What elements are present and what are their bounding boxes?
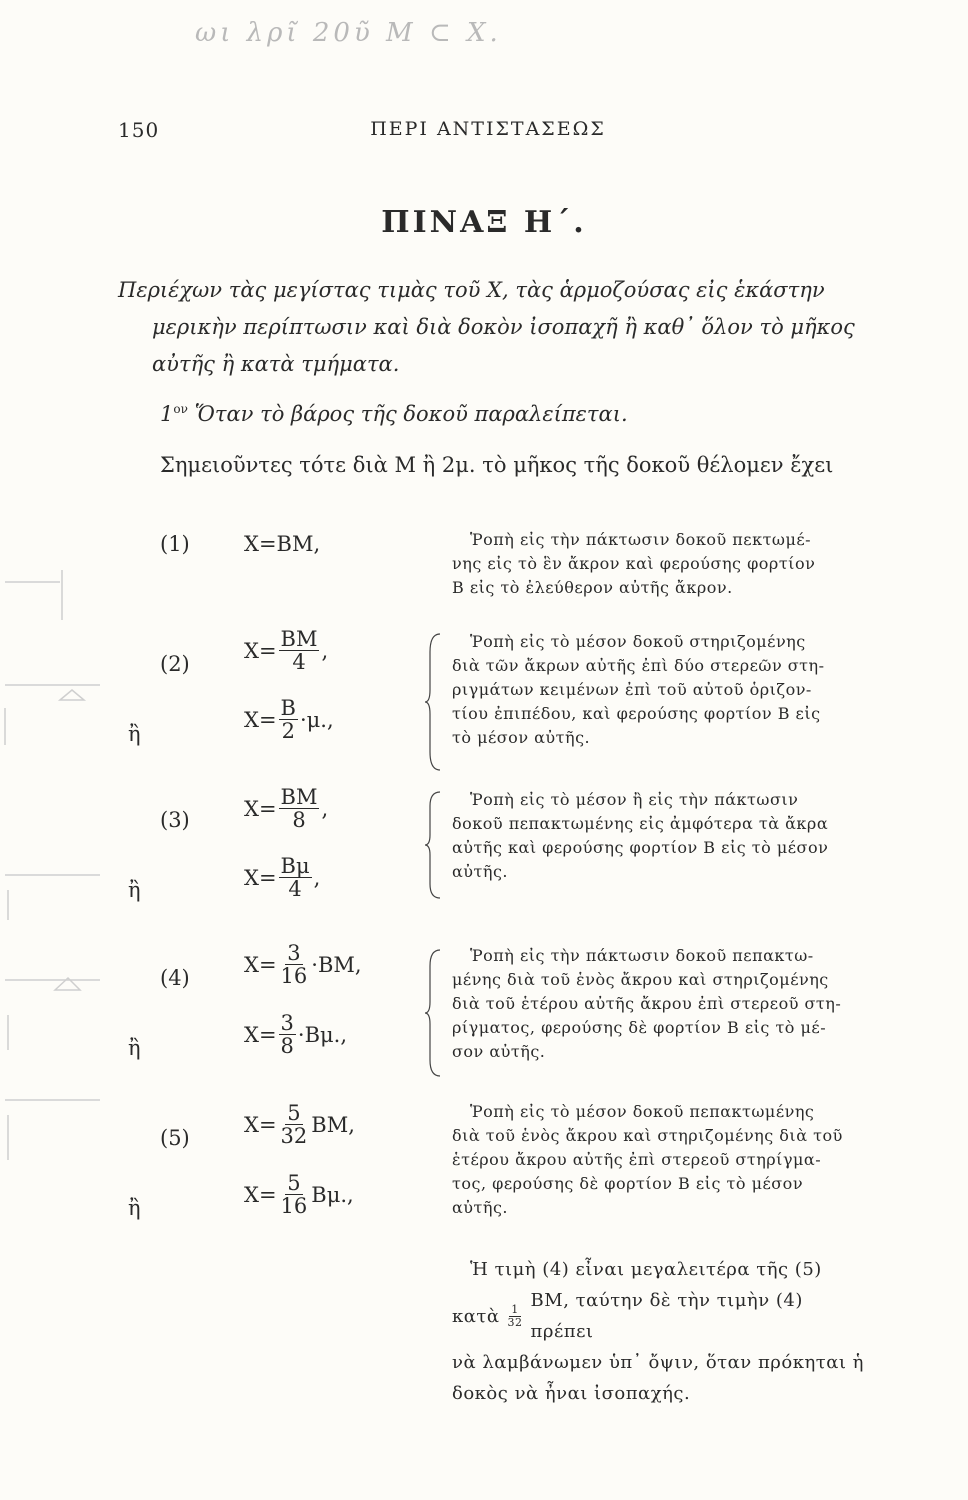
formula-tail: , bbox=[321, 796, 329, 821]
closing-note bbox=[452, 1254, 872, 1409]
numerator: B bbox=[280, 696, 296, 720]
desc-line: αὐτῆς καὶ φερούσης φορτίον Β εἰς τὸ μέσον bbox=[452, 838, 829, 857]
or-marker: ἢ bbox=[128, 722, 141, 746]
fraction bbox=[279, 1102, 310, 1147]
desc-line: Ῥοπὴ εἰς τὸ μέσον δοκοῦ πεπακτωμένης bbox=[470, 1102, 815, 1121]
formula-number-4: (4) bbox=[160, 966, 190, 990]
brace-2 bbox=[424, 632, 442, 772]
fraction bbox=[279, 786, 320, 831]
note-post: BM, ταύτην δὲ τὴν τιμὴν (4) πρέπει bbox=[530, 1290, 803, 1342]
formula-tail: BM, bbox=[311, 1112, 355, 1137]
formula-4b bbox=[244, 1012, 347, 1057]
description-5 bbox=[452, 1100, 870, 1220]
formula-number-2: (2) bbox=[160, 652, 190, 676]
desc-line: διὰ τοῦ ἑνὸς ἄκρου καὶ στηριζομένης διὰ τοῦ bbox=[452, 1126, 843, 1145]
or-marker: ἢ bbox=[128, 878, 141, 902]
desc-line: μένης διὰ τοῦ ἑνὸς ἄκρου καὶ στηριζομένης bbox=[452, 970, 829, 989]
denotation-line: Σημειοῦντες τότε διὰ Μ ἢ 2μ. τὸ μῆκος τῆς δοκοῦ θέλομεν ἔχει bbox=[160, 453, 834, 477]
formula-tail: ·BM, bbox=[311, 952, 362, 977]
x-equals: X= bbox=[244, 707, 277, 732]
denominator: 32 bbox=[280, 1124, 308, 1149]
brace-4 bbox=[424, 948, 442, 1078]
description-1 bbox=[452, 528, 870, 600]
formula-tail: Bμ., bbox=[311, 1182, 354, 1207]
formula-tail: , bbox=[321, 638, 329, 663]
desc-line: ριγμάτων κειμένων ἐπὶ τοῦ αὐτοῦ ὁριζον- bbox=[452, 680, 812, 699]
numerator: 3 bbox=[280, 1011, 294, 1035]
pencil-beam-sketches bbox=[5, 570, 100, 1160]
fraction bbox=[279, 697, 298, 742]
pencil-annotation: ωι λρῖ 20ῦ Μ ⊂ Χ. bbox=[195, 18, 502, 48]
x-equals: X= bbox=[244, 1022, 277, 1047]
intro-line-1: Περιέχων τὰς μεγίστας τιμὰς τοῦ Χ, τὰς ἁρμοζούσας εἰς ἑκάστην bbox=[118, 278, 825, 302]
denominator: 16 bbox=[280, 964, 308, 989]
note-line-2 bbox=[452, 1285, 872, 1347]
note-fraction bbox=[506, 1304, 525, 1328]
x-equals: X= bbox=[244, 1112, 277, 1137]
desc-line: διὰ τῶν ἄκρων αὐτῆς ἐπὶ δύο στερεῶν στη- bbox=[452, 656, 825, 675]
formula-tail: , bbox=[313, 865, 321, 890]
formula-number-5: (5) bbox=[160, 1126, 190, 1150]
formula-3a bbox=[244, 786, 328, 831]
x-equals: X= bbox=[244, 865, 277, 890]
case-heading bbox=[160, 402, 628, 426]
intro-line-2: μερικὴν περίπτωσιν καὶ διὰ δοκὸν ἰσοπαχῆ ἢ καθ᾿ ὅλον τὸ μῆκος bbox=[152, 315, 855, 339]
running-title: ΠΕΡΙ ΑΝΤΙΣΤΑΣΕΩΣ bbox=[370, 118, 606, 140]
x-equals: X= bbox=[244, 952, 277, 977]
denominator: 16 bbox=[280, 1194, 308, 1219]
denominator: 4 bbox=[288, 877, 302, 902]
fraction bbox=[279, 628, 320, 673]
numerator: BM bbox=[280, 627, 318, 651]
page-header bbox=[118, 118, 858, 148]
formula-2a bbox=[244, 628, 328, 673]
brace-3 bbox=[424, 790, 442, 900]
formula-number-1: (1) bbox=[160, 532, 190, 556]
desc-line: Ῥοπὴ εἰς τὴν πάκτωσιν δοκοῦ πεκτωμέ- bbox=[470, 530, 812, 549]
desc-line: Β εἰς τὸ ἐλεύθερον αὐτῆς ἄκρον. bbox=[452, 578, 733, 597]
desc-line: τος, φερούσης δὲ φορτίον Β εἰς τὸ μέσον bbox=[452, 1174, 804, 1193]
desc-line: αὐτῆς. bbox=[452, 1198, 509, 1217]
denominator: 4 bbox=[292, 650, 306, 675]
table-title: ΠΙΝΑΞ Η΄. bbox=[381, 205, 587, 240]
or-marker: ἢ bbox=[128, 1196, 141, 1220]
desc-line: Ῥοπὴ εἰς τὴν πάκτωσιν δοκοῦ πεπακτω- bbox=[470, 946, 814, 965]
fraction bbox=[279, 942, 310, 987]
desc-line: ρίγματος, φερούσης δὲ φορτίον Β εἰς τὸ μέ- bbox=[452, 1018, 827, 1037]
fraction bbox=[279, 1012, 296, 1057]
intro-line-3: αὐτῆς ἢ κατὰ τμήματα. bbox=[152, 352, 400, 376]
desc-line: τίου ἐπιπέδου, καὶ φερούσης φορτίον Β εἰς bbox=[452, 704, 821, 723]
formula-tail: ·Bμ., bbox=[297, 1022, 348, 1047]
denominator: 32 bbox=[507, 1315, 523, 1329]
numerator: 3 bbox=[287, 941, 301, 965]
desc-line: ἑτέρου ἄκρου αὐτῆς ἐπὶ στερεοῦ στηρίγμα- bbox=[452, 1150, 822, 1169]
note-line-3: νὰ λαμβάνωμεν ὑπ᾿ ὄψιν, ὅταν πρόκηται ἡ bbox=[452, 1352, 864, 1373]
note-line-4: δοκὸς νὰ ἦναι ἰσοπαχής. bbox=[452, 1383, 691, 1404]
desc-line: Ῥοπὴ εἰς τὸ μέσον δοκοῦ στηριζομένης bbox=[470, 632, 806, 651]
formula-1: X=BM, bbox=[244, 532, 321, 556]
formula-4a bbox=[244, 942, 362, 987]
numerator: 5 bbox=[287, 1101, 301, 1125]
case-text: Ὅταν τὸ βάρος τῆς δοκοῦ παραλείπεται. bbox=[194, 402, 628, 426]
note-pre: κατὰ bbox=[452, 1305, 500, 1327]
numerator: BM bbox=[280, 785, 318, 809]
desc-line: διὰ τοῦ ἑτέρου αὐτῆς ἄκρου ἐπὶ στερεοῦ στη- bbox=[452, 994, 842, 1013]
desc-line: νης εἰς τὸ ἓν ἄκρον καὶ φερούσης φορτίον bbox=[452, 554, 816, 573]
denominator: 8 bbox=[292, 808, 306, 833]
x-equals: X= bbox=[244, 1182, 277, 1207]
description-3 bbox=[452, 788, 870, 884]
desc-line: δοκοῦ πεπακτωμένης εἰς ἀμφότερα τὰ ἄκρα bbox=[452, 814, 829, 833]
denominator: 2 bbox=[281, 719, 295, 744]
formula-number-3: (3) bbox=[160, 808, 190, 832]
fraction bbox=[279, 1172, 310, 1217]
desc-line: σον αὐτῆς. bbox=[452, 1042, 546, 1061]
case-ordinal-suffix: ον bbox=[173, 402, 188, 416]
numerator: 5 bbox=[287, 1171, 301, 1195]
formula-3b bbox=[244, 855, 320, 900]
numerator: Bμ bbox=[280, 854, 310, 878]
description-4 bbox=[452, 944, 870, 1064]
denominator: 8 bbox=[280, 1034, 294, 1059]
desc-line: Ῥοπὴ εἰς τὸ μέσον ἢ εἰς τὴν πάκτωσιν bbox=[470, 790, 799, 809]
description-2 bbox=[452, 630, 870, 750]
formula-2b bbox=[244, 697, 334, 742]
formula-5b bbox=[244, 1172, 354, 1217]
note-line-1: Ἡ τιμὴ (4) εἶναι μεγαλειτέρα τῆς (5) bbox=[470, 1259, 822, 1280]
fraction bbox=[279, 855, 312, 900]
x-equals: X= bbox=[244, 796, 277, 821]
numerator: 1 bbox=[511, 1302, 519, 1316]
formula-5a bbox=[244, 1102, 355, 1147]
page-number: 150 bbox=[118, 118, 160, 142]
or-marker: ἢ bbox=[128, 1036, 141, 1060]
margin-sketches bbox=[0, 560, 110, 1260]
case-ordinal: 1 bbox=[160, 402, 174, 426]
formula-tail: ·μ., bbox=[299, 707, 334, 732]
desc-line: αὐτῆς. bbox=[452, 862, 509, 881]
x-equals: X= bbox=[244, 638, 277, 663]
desc-line: τὸ μέσον αὐτῆς. bbox=[452, 728, 591, 747]
